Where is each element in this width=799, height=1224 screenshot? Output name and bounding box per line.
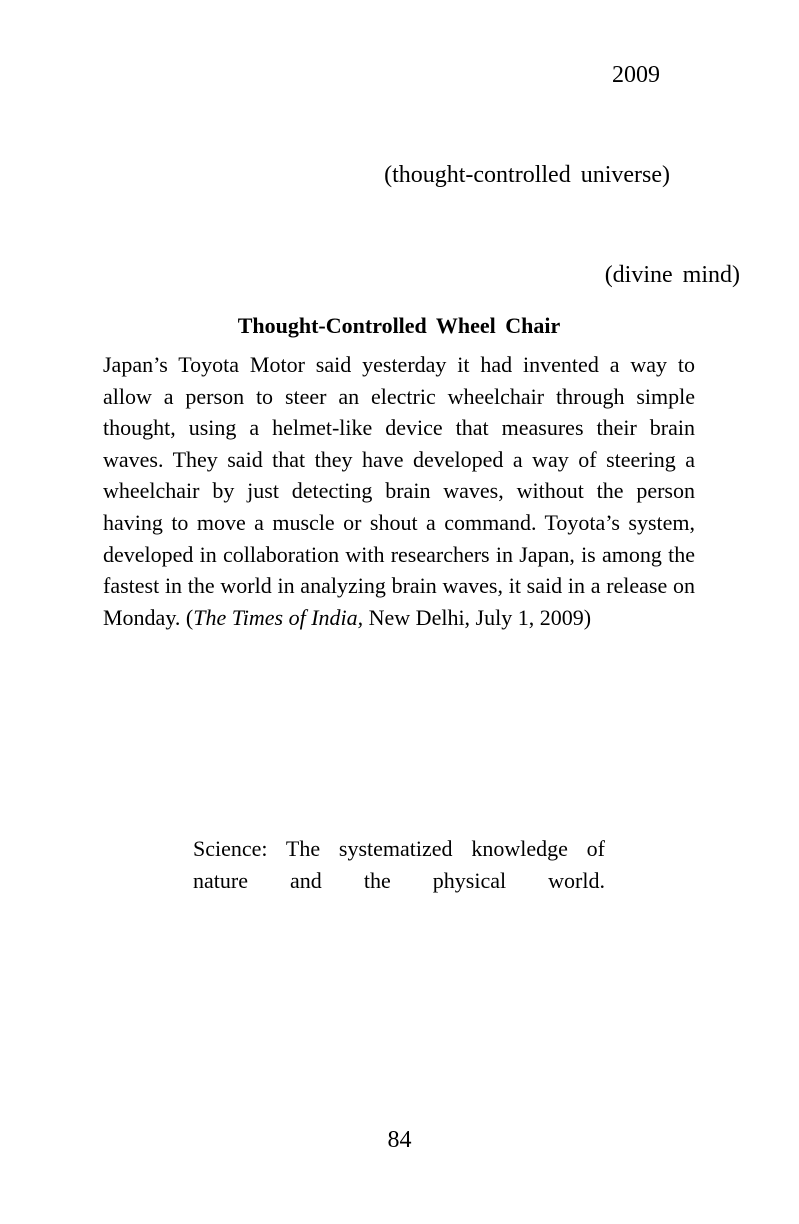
citation-details: New Delhi, July 1, 2009) (363, 604, 592, 630)
article-body (103, 349, 695, 633)
article-paragraph (103, 349, 695, 633)
phrase-divine-mind: (divine mind) (604, 262, 740, 288)
article-text: Japan’s Toyota Motor said yesterday it had invented a way to allow a person to steer an electric wheelchair through simple thought, using a helmet-like device that measures their brain waves. They said that they have developed a way of steering a wheelchair by just detecting brain waves, without the person having to move a muscle or shout a command. Toyota’s system, developed in collaboration with researchers in Japan, is among the fastest in the world in analyzing brain waves, it said in a release on Monday. (103, 352, 695, 630)
article-heading: Thought-Controlled Wheel Chair (237, 313, 561, 338)
science-definition: Science: The systematized knowledge of nature and the physical world. (193, 836, 605, 893)
page-number: 84 (387, 1127, 412, 1153)
year-label: 2009 (612, 62, 660, 88)
citation (186, 605, 591, 630)
phrase-thought-controlled-universe: (thought-controlled universe) (384, 162, 670, 188)
citation-source-title: The Times of India, (193, 604, 364, 630)
citation-open: ( (185, 604, 194, 630)
